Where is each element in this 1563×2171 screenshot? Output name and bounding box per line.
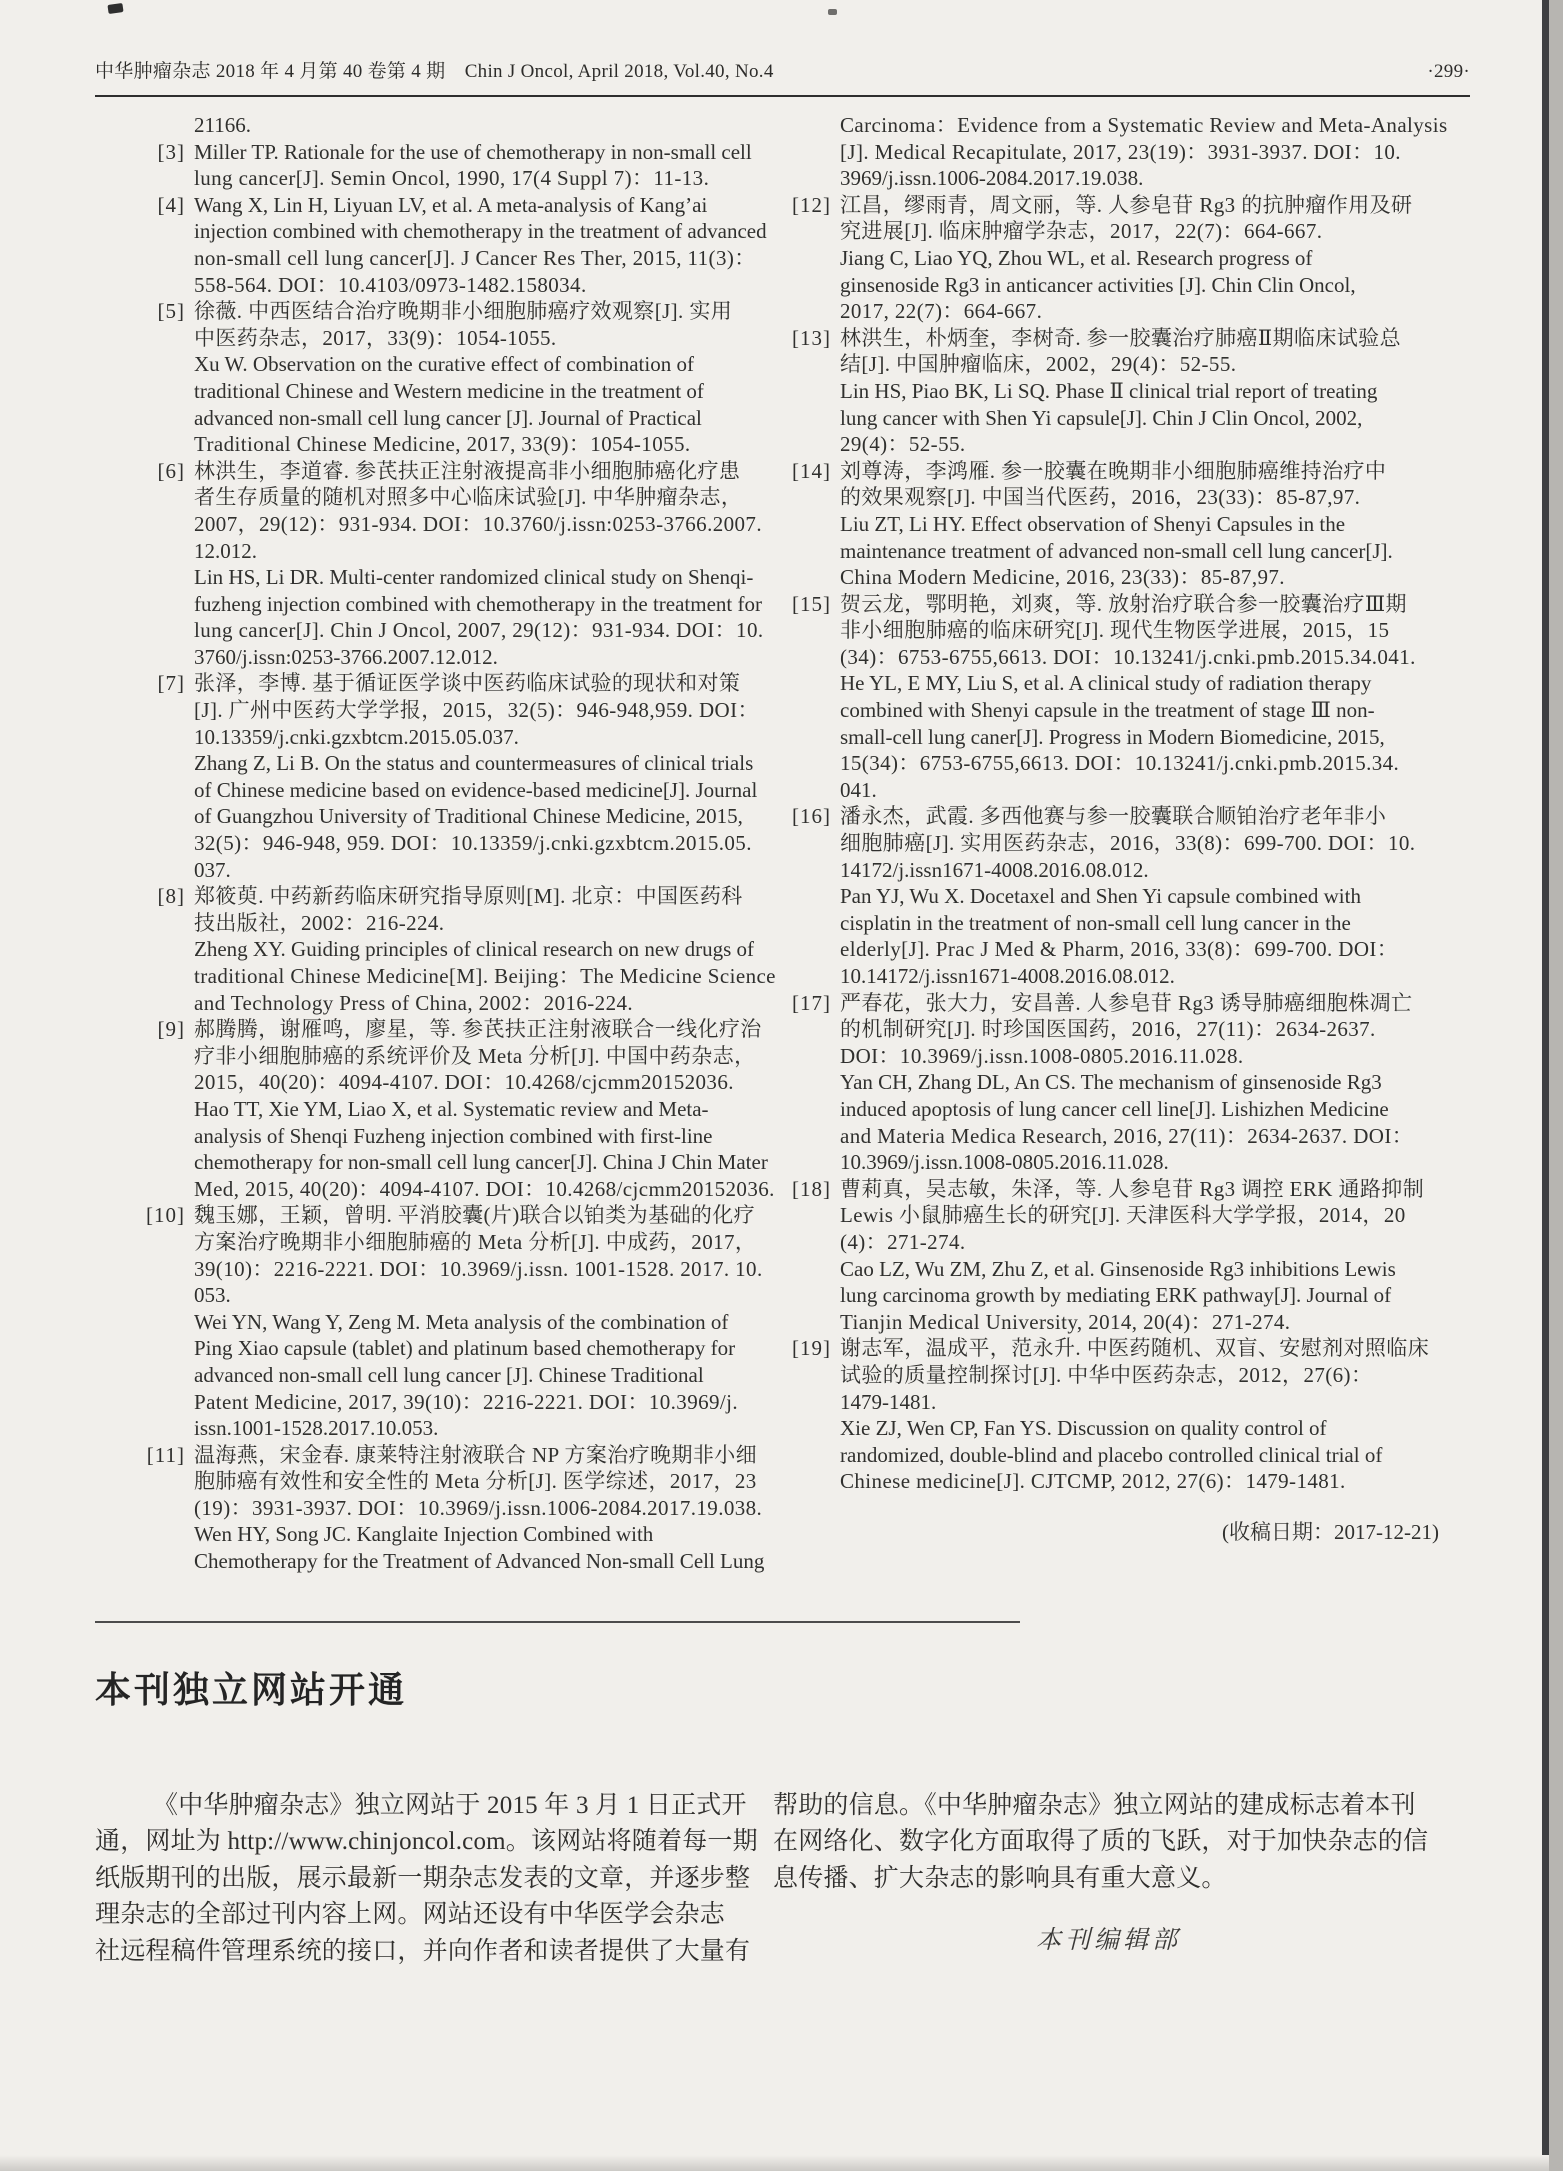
reference-line: 3760/j.issn:0253-3766.2007.12.012. bbox=[194, 644, 498, 669]
reference-line: traditional Chinese and Western medicine in the treatment of bbox=[194, 378, 704, 403]
reference-number: [11] bbox=[146, 1442, 185, 1467]
page-header bbox=[95, 58, 1470, 86]
reference-line: Cao LZ, Wu ZM, Zhu Z, et al. Ginsenoside Rg3 inhibitions Lewis bbox=[840, 1256, 1396, 1281]
reference-line: Pan YJ, Wu X. Docetaxel and Shen Yi capsule combined with bbox=[840, 884, 1361, 909]
reference-line: 郝腾腾，谢雁鸣，廖星，等. 参芪扶正注射液联合一线化疗治 bbox=[194, 1017, 762, 1042]
reference-entry bbox=[95, 1442, 771, 1575]
reference-line: 林洪生，李道睿. 参芪扶正注射液提高非小细胞肺癌化疗患 bbox=[194, 458, 741, 483]
reference-line: Yan CH, Zhang DL, An CS. The mechanism of ginsenoside Rg3 bbox=[840, 1070, 1382, 1095]
reference-line: Hao TT, Xie YM, Liao X, et al. Systematic review and Meta- bbox=[194, 1096, 709, 1121]
journal-issue-line: 中华肿瘤杂志 2018 年 4 月第 40 卷第 4 期 Chin J Oncol, April 2018, Vol.40, No.4 bbox=[95, 61, 774, 82]
reference-number: [15] bbox=[792, 591, 831, 616]
reference-line: 徐薇. 中西医结合治疗晚期非小细胞肺癌疗效观察[J]. 实用 bbox=[194, 299, 733, 324]
reference-line: 者生存质量的随机对照多中心临床试验[J]. 中华肿瘤杂志， bbox=[194, 485, 743, 510]
reference-line: 究进展[J]. 临床肿瘤学杂志，2017，22(7)：664-667. bbox=[840, 219, 1323, 244]
announcement-line: 《中华肿瘤杂志》独立网站于 2015 年 3 月 1 日正式开 bbox=[153, 1792, 747, 1819]
reference-line: Carcinoma：Evidence from a Systematic Review and Meta-Analysis bbox=[840, 113, 1448, 137]
reference-line: 29(4)：52-55. bbox=[840, 432, 966, 457]
reference-number: [19] bbox=[792, 1336, 831, 1361]
reference-number: [5] bbox=[157, 299, 185, 324]
reference-entry bbox=[95, 670, 771, 883]
reference-line: 曹莉真，吴志敏，朱泽，等. 人参皂苷 Rg3 调控 ERK 通路抑制 bbox=[840, 1176, 1425, 1201]
reference-entry bbox=[741, 591, 1441, 804]
reference-line: 2007，29(12)：931-934. DOI：10.3760/j.issn:0253-3766.2007. bbox=[194, 511, 762, 536]
reference-line: 贺云龙，鄂明艳，刘爽，等. 放射治疗联合参一胶囊治疗Ⅲ期 bbox=[840, 591, 1407, 616]
reference-line: 非小细胞肺癌的临床研究[J]. 现代生物医学进展，2015，15 bbox=[840, 618, 1390, 643]
reference-line: cisplatin in the treatment of non-small cell lung cancer in the bbox=[840, 910, 1351, 935]
reference-line: Xu W. Observation on the curative effect of combination of bbox=[194, 352, 694, 377]
announcement-line: 纸版期刊的出版，展示最新一期杂志发表的文章，并逐步整 bbox=[95, 1864, 751, 1892]
reference-line: 潘永杰，武霞. 多西他赛与参一胶囊联合顺铂治疗老年非小 bbox=[840, 804, 1387, 829]
reference-line: advanced non-small cell lung cancer [J]. Chinese Traditional bbox=[194, 1362, 704, 1387]
reference-line: 1479-1481. bbox=[840, 1389, 937, 1414]
reference-line: fuzheng injection combined with chemotherapy in the treatment for bbox=[194, 591, 762, 616]
reference-line: 3969/j.issn.1006-2084.2017.19.038. bbox=[840, 166, 1144, 191]
scan-speck bbox=[828, 9, 837, 15]
reference-line: 558-564. DOI：10.4103/0973-1482.158034. bbox=[194, 272, 587, 297]
reference-line: and Technology Press of China, 2002：2016-224. bbox=[194, 990, 634, 1015]
reference-line: elderly[J]. Prac J Med & Pharm, 2016, 33(8)：699-700. DOI： bbox=[840, 937, 1399, 962]
reference-line: 技出版社，2002：216-224. bbox=[194, 910, 445, 935]
reference-line: Wei YN, Wang Y, Zeng M. Meta analysis of the combination of bbox=[194, 1309, 729, 1334]
reference-line: 12.012. bbox=[194, 538, 257, 563]
reference-number: [3] bbox=[157, 139, 185, 164]
reference-line: Med, 2015, 40(20)：4094-4107. DOI：10.4268/cjcmm20152036. bbox=[194, 1176, 775, 1201]
reference-line: Lewis 小鼠肺癌生长的研究[J]. 天津医科大学学报，2014，20 bbox=[840, 1203, 1406, 1228]
reference-number: [18] bbox=[792, 1176, 831, 1201]
announcement-line: 息传播、扩大杂志的影响具有重大意义。 bbox=[773, 1864, 1227, 1892]
reference-line: Patent Medicine, 2017, 39(10)：2216-2221. DOI：10.3969/j. bbox=[194, 1389, 739, 1414]
reference-line: of Guangzhou University of Traditional Chinese Medicine, 2015, bbox=[194, 804, 743, 829]
announcement-title: 本刊独立网站开通 bbox=[95, 1669, 408, 1710]
reference-line: Wen HY, Song JC. Kanglaite Injection Combined with bbox=[194, 1522, 654, 1547]
reference-line: Lin HS, Li DR. Multi-center randomized clinical study on Shenqi- bbox=[194, 565, 754, 590]
reference-line: 39(10)：2216-2221. DOI：10.3969/j.issn. 1001-1528. 2017. 10. bbox=[194, 1256, 763, 1281]
reference-line: Lin HS, Piao BK, Li SQ. Phase Ⅱ clinical trial report of treating bbox=[840, 378, 1378, 403]
reference-number: [17] bbox=[792, 990, 831, 1015]
reference-line: 严春花，张大力，安昌善. 人参皂苷 Rg3 诱导肺癌细胞株凋亡 bbox=[840, 990, 1413, 1015]
section-divider bbox=[95, 1621, 1020, 1623]
references-right-list bbox=[741, 112, 1448, 1495]
scan-speck bbox=[107, 3, 123, 14]
reference-entry bbox=[95, 112, 771, 139]
announcement-line: 帮助的信息。《中华肿瘤杂志》独立网站的建成标志着本刊 bbox=[773, 1792, 1416, 1819]
reference-line: 2017, 22(7)：664-667. bbox=[840, 299, 1043, 324]
reference-line: 方案治疗晚期非小细胞肺癌的 Meta 分析[J]. 中成药，2017， bbox=[194, 1229, 757, 1254]
announcement-line: 社远程稿件管理系统的接口，并向作者和读者提供了大量有 bbox=[95, 1937, 751, 1965]
reference-line: Liu ZT, Li HY. Effect observation of Shenyi Capsules in the bbox=[840, 511, 1346, 536]
reference-line: lung cancer[J]. Chin J Oncol, 2007, 29(12)：931-934. DOI：10. bbox=[194, 618, 764, 643]
reference-number: [6] bbox=[157, 458, 185, 483]
header-rule bbox=[95, 95, 1470, 97]
announcement-right-lines bbox=[773, 1788, 1437, 1897]
reference-line: 胞肺癌有效性和安全性的 Meta 分析[J]. 医学综述，2017，23 bbox=[194, 1469, 757, 1494]
reference-entry bbox=[741, 112, 1448, 192]
reference-line: 试验的质量控制探讨[J]. 中华中医药杂志，2012，27(6)： bbox=[840, 1362, 1373, 1387]
reference-line: 细胞肺癌[J]. 实用医药杂志，2016，33(8)：699-700. DOI：10. bbox=[840, 831, 1416, 856]
reference-line: lung cancer with Shen Yi capsule[J]. Chin J Clin Oncol, 2002, bbox=[840, 405, 1363, 430]
references-right-column bbox=[741, 112, 1448, 1545]
reference-number: [4] bbox=[157, 192, 185, 217]
reference-line: lung cancer[J]. Semin Oncol, 1990, 17(4 Suppl 7)：11-13. bbox=[194, 166, 710, 191]
reference-line: 037. bbox=[194, 857, 231, 882]
received-date: (收稿日期：2017-12-21) bbox=[1222, 1519, 1439, 1544]
reference-line: combined with Shenyi capsule in the treatment of stage Ⅲ non- bbox=[840, 698, 1375, 723]
references-left-column bbox=[95, 112, 776, 1575]
reference-entry bbox=[741, 1335, 1441, 1495]
reference-line: randomized, double-blind and placebo controlled clinical trial of bbox=[840, 1442, 1383, 1467]
reference-line: Tianjin Medical University, 2014, 20(4)：271-274. bbox=[840, 1309, 1291, 1334]
reference-line: Miller TP. Rationale for the use of chemotherapy in non-small cell bbox=[194, 139, 752, 164]
reference-line: Ping Xiao capsule (tablet) and platinum based chemotherapy for bbox=[194, 1336, 736, 1361]
announcement-body-right bbox=[773, 1788, 1437, 1960]
reference-line: analysis of Shenqi Fuzheng injection combined with first-line bbox=[194, 1123, 713, 1148]
reference-entry bbox=[741, 803, 1441, 989]
reference-entry bbox=[95, 192, 771, 298]
reference-number: [12] bbox=[792, 192, 831, 217]
reference-line: and Materia Medica Research, 2016, 27(11)：2634-2637. DOI： bbox=[840, 1123, 1414, 1148]
reference-line: 温海燕，宋金春. 康莱特注射液联合 NP 方案治疗晚期非小细 bbox=[194, 1442, 758, 1467]
reference-entry bbox=[95, 1016, 775, 1202]
reference-entry bbox=[95, 1202, 771, 1441]
reference-line: 魏玉娜，王颖，曾明. 平消胶囊(片)联合以铂类为基础的化疗 bbox=[194, 1203, 756, 1228]
reference-number: [9] bbox=[157, 1017, 185, 1042]
reference-line: injection combined with chemotherapy in the treatment of advanced bbox=[194, 219, 767, 244]
reference-line: ginsenoside Rg3 in anticancer activities [J]. Chin Clin Oncol, bbox=[840, 272, 1356, 297]
reference-entry bbox=[95, 298, 771, 458]
reference-line: 15(34)：6753-6755,6613. DOI：10.13241/j.cnki.pmb.2015.34. bbox=[840, 751, 1400, 776]
reference-line: advanced non-small cell lung cancer [J]. Journal of Practical bbox=[194, 405, 702, 430]
reference-number: [16] bbox=[792, 804, 831, 829]
reference-line: 的机制研究[J]. 时珍国医国药，2016，27(11)：2634-2637. bbox=[840, 1017, 1376, 1042]
reference-line: Traditional Chinese Medicine, 2017, 33(9)：1054-1055. bbox=[194, 432, 691, 457]
announcement-line: 理杂志的全部过刊内容上网。网站还设有中华医学会杂志 bbox=[95, 1901, 726, 1929]
reference-line: issn.1001-1528.2017.10.053. bbox=[194, 1416, 439, 1441]
reference-line: 10.13359/j.cnki.gzxbtcm.2015.05.037. bbox=[194, 724, 519, 749]
reference-line: 10.3969/j.issn.1008-0805.2016.11.028. bbox=[840, 1150, 1169, 1175]
reference-line: China Modern Medicine, 2016, 23(33)：85-87,97. bbox=[840, 565, 1285, 590]
reference-line: small-cell lung caner[J]. Progress in Modern Biomedicine, 2015, bbox=[840, 724, 1385, 749]
reference-line: (4)：271-274. bbox=[840, 1229, 966, 1254]
reference-line: lung carcinoma growth by mediating ERK pathway[J]. Journal of bbox=[840, 1283, 1392, 1308]
reference-line: 的效果观察[J]. 中国当代医药，2016，23(33)：85-87,97. bbox=[840, 485, 1361, 510]
reference-line: 江昌，缪雨青，周文丽，等. 人参皂苷 Rg3 的抗肿瘤作用及研 bbox=[840, 192, 1413, 217]
page-number: ·299· bbox=[1427, 61, 1470, 82]
announcement-line: 在网络化、数字化方面取得了质的飞跃，对于加快杂志的信 bbox=[773, 1828, 1429, 1856]
reference-line: Zhang Z, Li B. On the status and countermeasures of clinical trials bbox=[194, 751, 754, 776]
reference-line: chemotherapy for non-small cell lung cancer[J]. China J Chin Mater bbox=[194, 1150, 768, 1175]
reference-line: DOI：10.3969/j.issn.1008-0805.2016.11.028. bbox=[840, 1043, 1244, 1068]
reference-line: 林洪生，朴炳奎，李树奇. 参一胶囊治疗肺癌Ⅱ期临床试验总 bbox=[840, 325, 1401, 350]
reference-line: 张泽，李博. 基于循证医学谈中医药临床试验的现状和对策 bbox=[194, 671, 741, 696]
reference-line: Chemotherapy for the Treatment of Advanced Non-small Cell Lung bbox=[194, 1549, 765, 1574]
reference-line: [J]. Medical Recapitulate, 2017, 23(19)：3931-3937. DOI：10. bbox=[840, 139, 1401, 164]
reference-entry bbox=[741, 1176, 1441, 1336]
reference-line: 疗非小细胞肺癌的系统评价及 Meta 分析[J]. 中国中药杂志， bbox=[194, 1043, 756, 1068]
reference-line: 刘尊涛，李鸿雁. 参一胶囊在晚期非小细胞肺癌维持治疗中 bbox=[840, 458, 1387, 483]
reference-line: 结[J]. 中国肿瘤临床，2002，29(4)：52-55. bbox=[840, 352, 1237, 377]
reference-number: [10] bbox=[146, 1203, 185, 1228]
scan-edge-light-strip bbox=[1549, 0, 1563, 2171]
announcement-body-left bbox=[95, 1788, 758, 1970]
reference-line: of Chinese medicine based on evidence-based medicine[J]. Journal bbox=[194, 777, 758, 802]
reference-line: He YL, E MY, Liu S, et al. A clinical study of radiation therapy bbox=[840, 671, 1372, 696]
reference-entry bbox=[741, 458, 1441, 591]
reference-entry bbox=[741, 192, 1441, 325]
reference-line: 10.14172/j.issn1671-4008.2016.08.012. bbox=[840, 964, 1175, 988]
reference-number: [7] bbox=[157, 671, 185, 696]
reference-line: non-small cell lung cancer[J]. J Cancer Res Ther, 2015, 11(3)： bbox=[194, 245, 756, 270]
reference-line: 2015，40(20)：4094-4107. DOI：10.4268/cjcmm20152036. bbox=[194, 1070, 734, 1095]
reference-line: (19)：3931-3937. DOI：10.3969/j.issn.1006-2084.2017.19.038. bbox=[194, 1495, 763, 1520]
reference-line: 谢志军，温成平，范永升. 中医药随机、双盲、安慰剂对照临床 bbox=[840, 1336, 1430, 1361]
reference-number: [13] bbox=[792, 325, 831, 350]
reference-line: [J]. 广州中医药大学学报，2015，32(5)：946-948,959. DOI： bbox=[194, 698, 759, 723]
reference-line: 郑筱萸. 中药新药临床研究指导原则[M]. 北京：中国医药科 bbox=[194, 884, 743, 909]
reference-entry bbox=[95, 458, 771, 671]
reference-line: Wang X, Lin H, Liyuan LV, et al. A meta-analysis of Kang’ai bbox=[194, 192, 708, 217]
reference-line: Jiang C, Liao YQ, Zhou WL, et al. Research progress of bbox=[840, 245, 1313, 270]
reference-line: 32(5)：946-948, 959. DOI：10.13359/j.cnki.gzxbtcm.2015.05. bbox=[194, 831, 752, 856]
reference-line: Xie ZJ, Wen CP, Fan YS. Discussion on quality control of bbox=[840, 1416, 1327, 1441]
reference-entry bbox=[741, 990, 1441, 1176]
reference-entry bbox=[741, 325, 1441, 458]
reference-line: Chinese medicine[J]. CJTCMP, 2012, 27(6)：1479-1481. bbox=[840, 1469, 1346, 1494]
reference-line: induced apoptosis of lung cancer cell line[J]. Lishizhen Medicine bbox=[840, 1096, 1389, 1121]
reference-entry bbox=[95, 883, 776, 1016]
reference-line: 041. bbox=[840, 777, 877, 802]
reference-entry bbox=[95, 139, 771, 192]
reference-number: [14] bbox=[792, 458, 831, 483]
reference-line: 21166. bbox=[194, 113, 251, 137]
reference-number: [8] bbox=[157, 884, 185, 909]
reference-line: 14172/j.issn1671-4008.2016.08.012. bbox=[840, 857, 1149, 882]
announcement-line: 通，网址为 http://www.chinjoncol.com。该网站将随着每一期 bbox=[95, 1828, 758, 1856]
scan-edge-dark-strip bbox=[1542, 0, 1549, 2171]
reference-line: 053. bbox=[194, 1283, 231, 1308]
editorial-signature: 本刊编辑部 bbox=[1035, 1927, 1181, 1955]
reference-line: 中医药杂志，2017，33(9)：1054-1055. bbox=[194, 325, 557, 350]
reference-line: maintenance treatment of advanced non-small cell lung cancer[J]. bbox=[840, 538, 1393, 563]
reference-line: traditional Chinese Medicine[M]. Beijing：The Medicine Science bbox=[194, 964, 776, 988]
reference-line: Zheng XY. Guiding principles of clinical research on new drugs of bbox=[194, 937, 755, 962]
scan-bottom-band bbox=[0, 2155, 1549, 2171]
reference-line: (34)：6753-6755,6613. DOI：10.13241/j.cnki.pmb.2015.34.041. bbox=[840, 644, 1416, 669]
